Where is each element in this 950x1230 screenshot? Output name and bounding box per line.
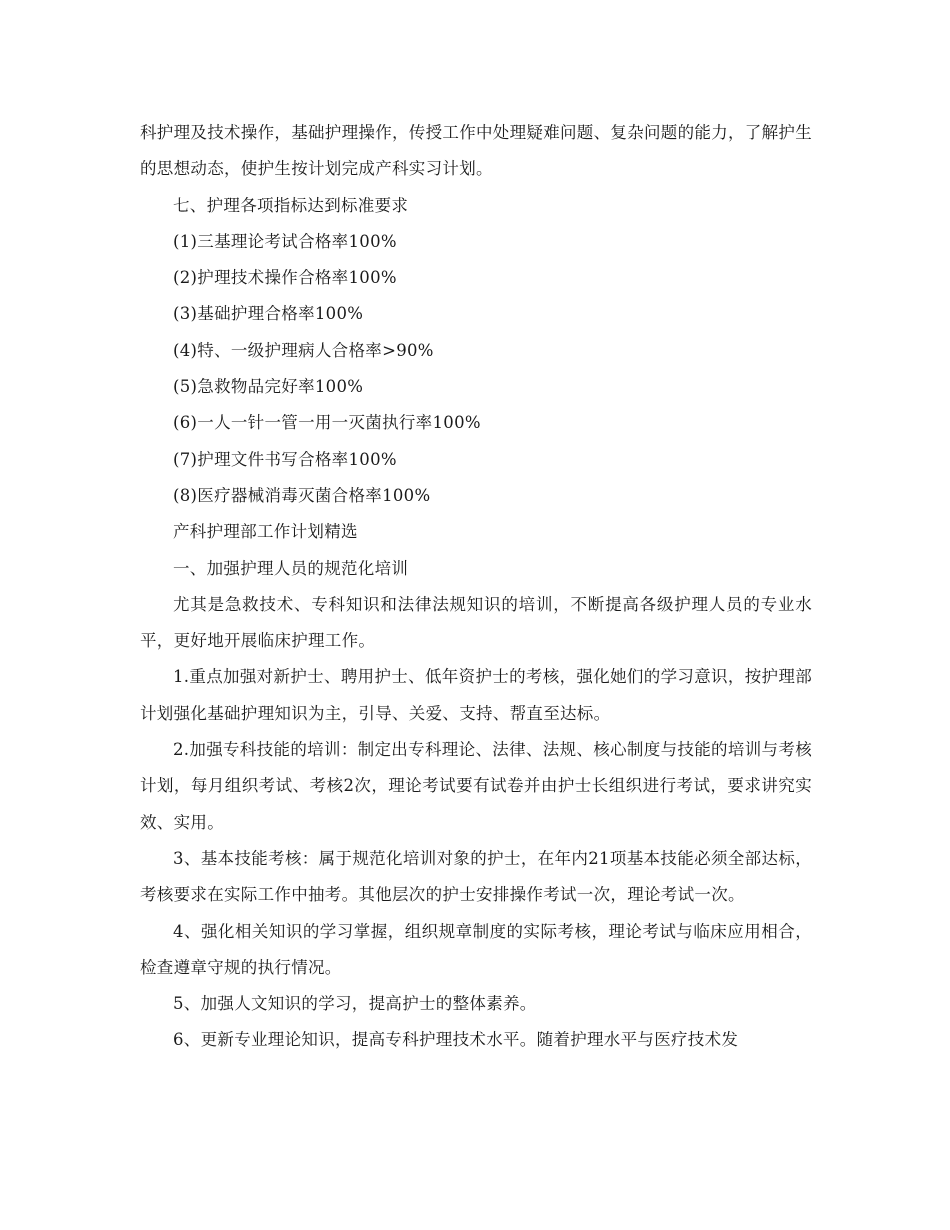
- paragraph: 1.重点加强对新护士、聘用护士、低年资护士的考核，强化她们的学习意识，按护理部计划强化基础护理知识为主，引导、关爱、支持、帮直至达标。: [140, 667, 812, 723]
- section-heading-seven: 七、护理各项指标达到标准要求: [173, 195, 409, 215]
- list-item: (4)特、一级护理病人合格率>90%: [173, 340, 434, 360]
- list-item: (7)护理文件书写合格率100%: [173, 449, 397, 469]
- list-item: (3)基础护理合格率100%: [173, 304, 364, 324]
- section-heading-one: 一、加强护理人员的规范化培训: [173, 558, 409, 578]
- paragraph: 尤其是急救技术、专科知识和法律法规知识的培训，不断提高各级护理人员的专业水平，更好地开展临床护理工作。: [140, 594, 812, 651]
- paragraph: 3、基本技能考核：属于规范化培训对象的护士，在年内21项基本技能必须全部达标，考核要求在实际工作中抽考。其他层次的护士安排操作考试一次，理论考试一次。: [140, 848, 812, 905]
- document-body: [140, 115, 812, 1059]
- paragraph: 4、强化相关知识的学习掌握，组织规章制度的实际考核，理论考试与临床应用相合，检查遵章守规的执行情况。: [140, 921, 812, 977]
- list-item: (6)一人一针一管一用一灭菌执行率100%: [173, 413, 481, 433]
- list-item: (5)急救物品完好率100%: [173, 377, 364, 397]
- list-item: (1)三基理论考试合格率100%: [173, 231, 397, 251]
- list-item: (8)医疗器械消毒灭菌合格率100%: [173, 485, 431, 505]
- list-item: (2)护理技术操作合格率100%: [173, 268, 397, 288]
- document-title: 产科护理部工作计划精选: [173, 522, 358, 542]
- paragraph: 5、加强人文知识的学习，提高护士的整体素养。: [173, 994, 537, 1014]
- paragraph: 2.加强专科技能的培训：制定出专科理论、法律、法规、核心制度与技能的培训与考核计划，每月组织考试、考核2次，理论考试要有试卷并由护士长组织进行考试，要求讲究实效、实用。: [140, 740, 812, 832]
- paragraph-continued: 科护理及技术操作，基础护理操作，传授工作中处理疑难问题、复杂问题的能力，了解护生的思想动态，使护生按计划完成产科实习计划。: [140, 123, 812, 179]
- paragraph: 6、更新专业理论知识，提高专科护理技术水平。随着护理水平与医疗技术发: [173, 1030, 739, 1050]
